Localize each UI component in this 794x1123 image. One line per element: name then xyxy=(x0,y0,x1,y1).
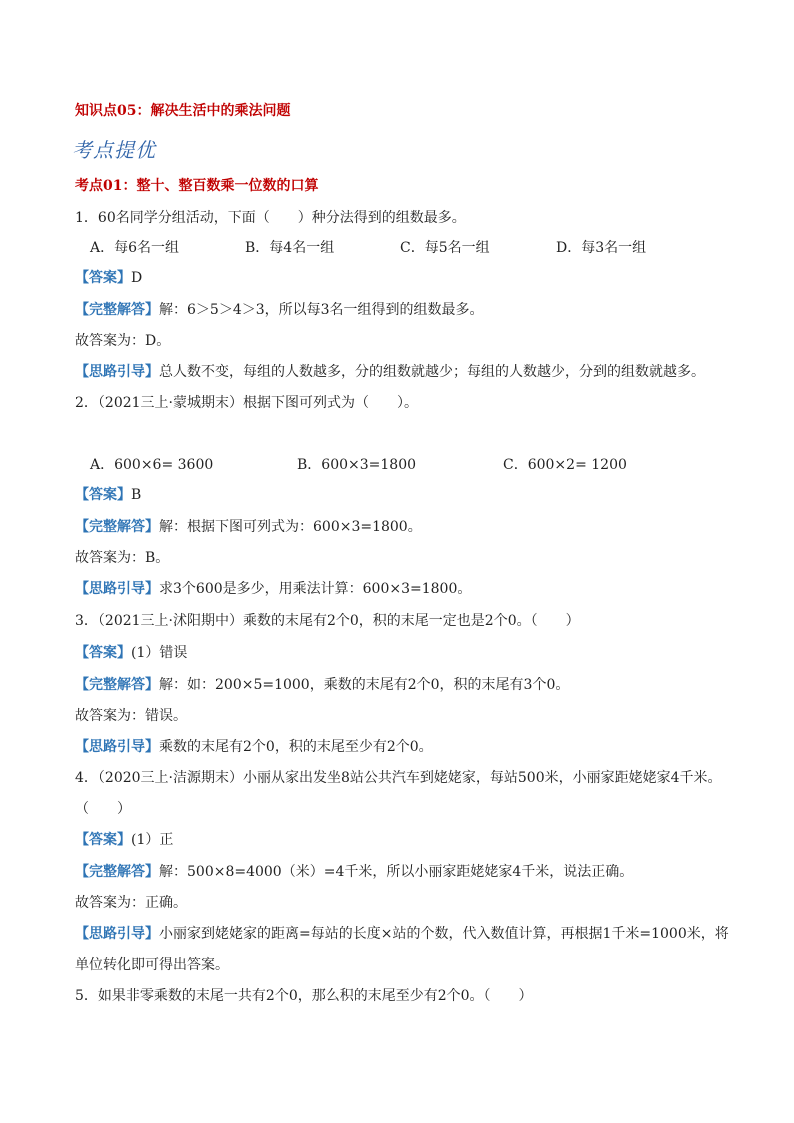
q3-hint-text: 乘数的末尾有2个0，积的末尾至少有2个0。 xyxy=(159,739,433,755)
knowledge-point-title: 知识点05：解决生活中的乘法问题 xyxy=(75,103,291,119)
q3-solution xyxy=(75,675,569,695)
question-4-stem: 4．（2020三上·洁源期末）小丽从家出发坐8站公共汽车到姥姥家，每站500米，小丽家距姥姥家4千米。 xyxy=(75,770,722,786)
q1-answer-value: D xyxy=(131,270,143,286)
hint-tag: 【思路引导】 xyxy=(75,739,159,755)
hint-tag: 【思路引导】 xyxy=(75,581,159,597)
q1-option-b: B．每4名一组 xyxy=(245,240,335,256)
q4-hint xyxy=(75,924,729,944)
q4-answer-value: (1）正 xyxy=(131,832,174,848)
question-2-stem: 2．（2021三上·蒙城期末）根据下图可列式为（ ）。 xyxy=(75,395,418,411)
q3-answer xyxy=(75,643,187,663)
q1-solution xyxy=(75,300,484,320)
q2-answer xyxy=(75,485,141,505)
q2-option-b: B．600×3=1800 xyxy=(297,457,417,473)
q4-conclusion: 故答案为：正确。 xyxy=(75,895,187,911)
answer-tag: 【答案】 xyxy=(75,487,131,503)
q2-conclusion: 故答案为：B。 xyxy=(75,550,170,566)
question-5-stem: 5．如果非零乘数的末尾一共有2个0，那么积的末尾至少有2个0。（ ） xyxy=(75,988,533,1004)
q4-hint-text: 小丽家到姥姥家的距离=每站的长度×站的个数，代入数值计算，再根据1千米=1000米，将 xyxy=(159,926,729,942)
q2-hint-text: 求3个600是多少，用乘法计算：600×3=1800。 xyxy=(159,581,472,597)
exam-point-title: 考点01：整十、整百数乘一位数的口算 xyxy=(75,178,319,194)
q1-option-c: C．每5名一组 xyxy=(400,240,490,256)
q1-hint xyxy=(75,362,705,382)
q4-hint-cont: 单位转化即可得出答案。 xyxy=(75,957,229,973)
q1-conclusion: 故答案为：D。 xyxy=(75,333,171,349)
question-4-stem-cont: （ ） xyxy=(75,801,131,817)
q3-hint xyxy=(75,737,433,757)
q1-answer xyxy=(75,268,142,288)
q4-solution-text: 解：500×8=4000（米）=4千米，所以小丽家距姥姥家4千米，说法正确。 xyxy=(159,864,634,880)
answer-tag: 【答案】 xyxy=(75,832,131,848)
q1-option-a: A．每6名一组 xyxy=(90,240,180,256)
answer-tag: 【答案】 xyxy=(75,270,131,286)
q1-solution-text: 解：6＞5＞4＞3，所以每3名一组得到的组数最多。 xyxy=(159,302,484,318)
q2-solution-text: 解：根据下图可列式为：600×3=1800。 xyxy=(159,519,422,535)
solution-tag: 【完整解答】 xyxy=(75,864,159,880)
q2-answer-value: B xyxy=(131,487,142,503)
q4-solution xyxy=(75,862,633,882)
q1-option-d: D．每3名一组 xyxy=(556,240,647,256)
solution-tag: 【完整解答】 xyxy=(75,519,159,535)
q2-solution xyxy=(75,517,422,537)
q4-answer xyxy=(75,830,173,850)
question-3-stem: 3．（2021三上·沭阳期中）乘数的末尾有2个0，积的末尾一定也是2个0。（ ） xyxy=(75,613,580,629)
q3-answer-value: (1）错误 xyxy=(131,645,188,661)
answer-tag: 【答案】 xyxy=(75,645,131,661)
q2-option-c: C．600×2= 1200 xyxy=(503,457,627,473)
q2-hint xyxy=(75,579,471,599)
solution-tag: 【完整解答】 xyxy=(75,677,159,693)
hint-tag: 【思路引导】 xyxy=(75,364,159,380)
question-1-stem: 1．60名同学分组活动，下面（ ）种分法得到的组数最多。 xyxy=(75,210,466,226)
hint-tag: 【思路引导】 xyxy=(75,926,159,942)
section-banner: 考点提优 xyxy=(72,138,156,162)
q1-hint-text: 总人数不变，每组的人数越多，分的组数就越少；每组的人数越少，分到的组数就越多。 xyxy=(159,364,705,380)
q3-conclusion: 故答案为：错误。 xyxy=(75,708,187,724)
q3-solution-text: 解：如：200×5=1000，乘数的末尾有2个0，积的末尾有3个0。 xyxy=(159,677,570,693)
q2-option-a: A．600×6= 3600 xyxy=(90,457,214,473)
solution-tag: 【完整解答】 xyxy=(75,302,159,318)
